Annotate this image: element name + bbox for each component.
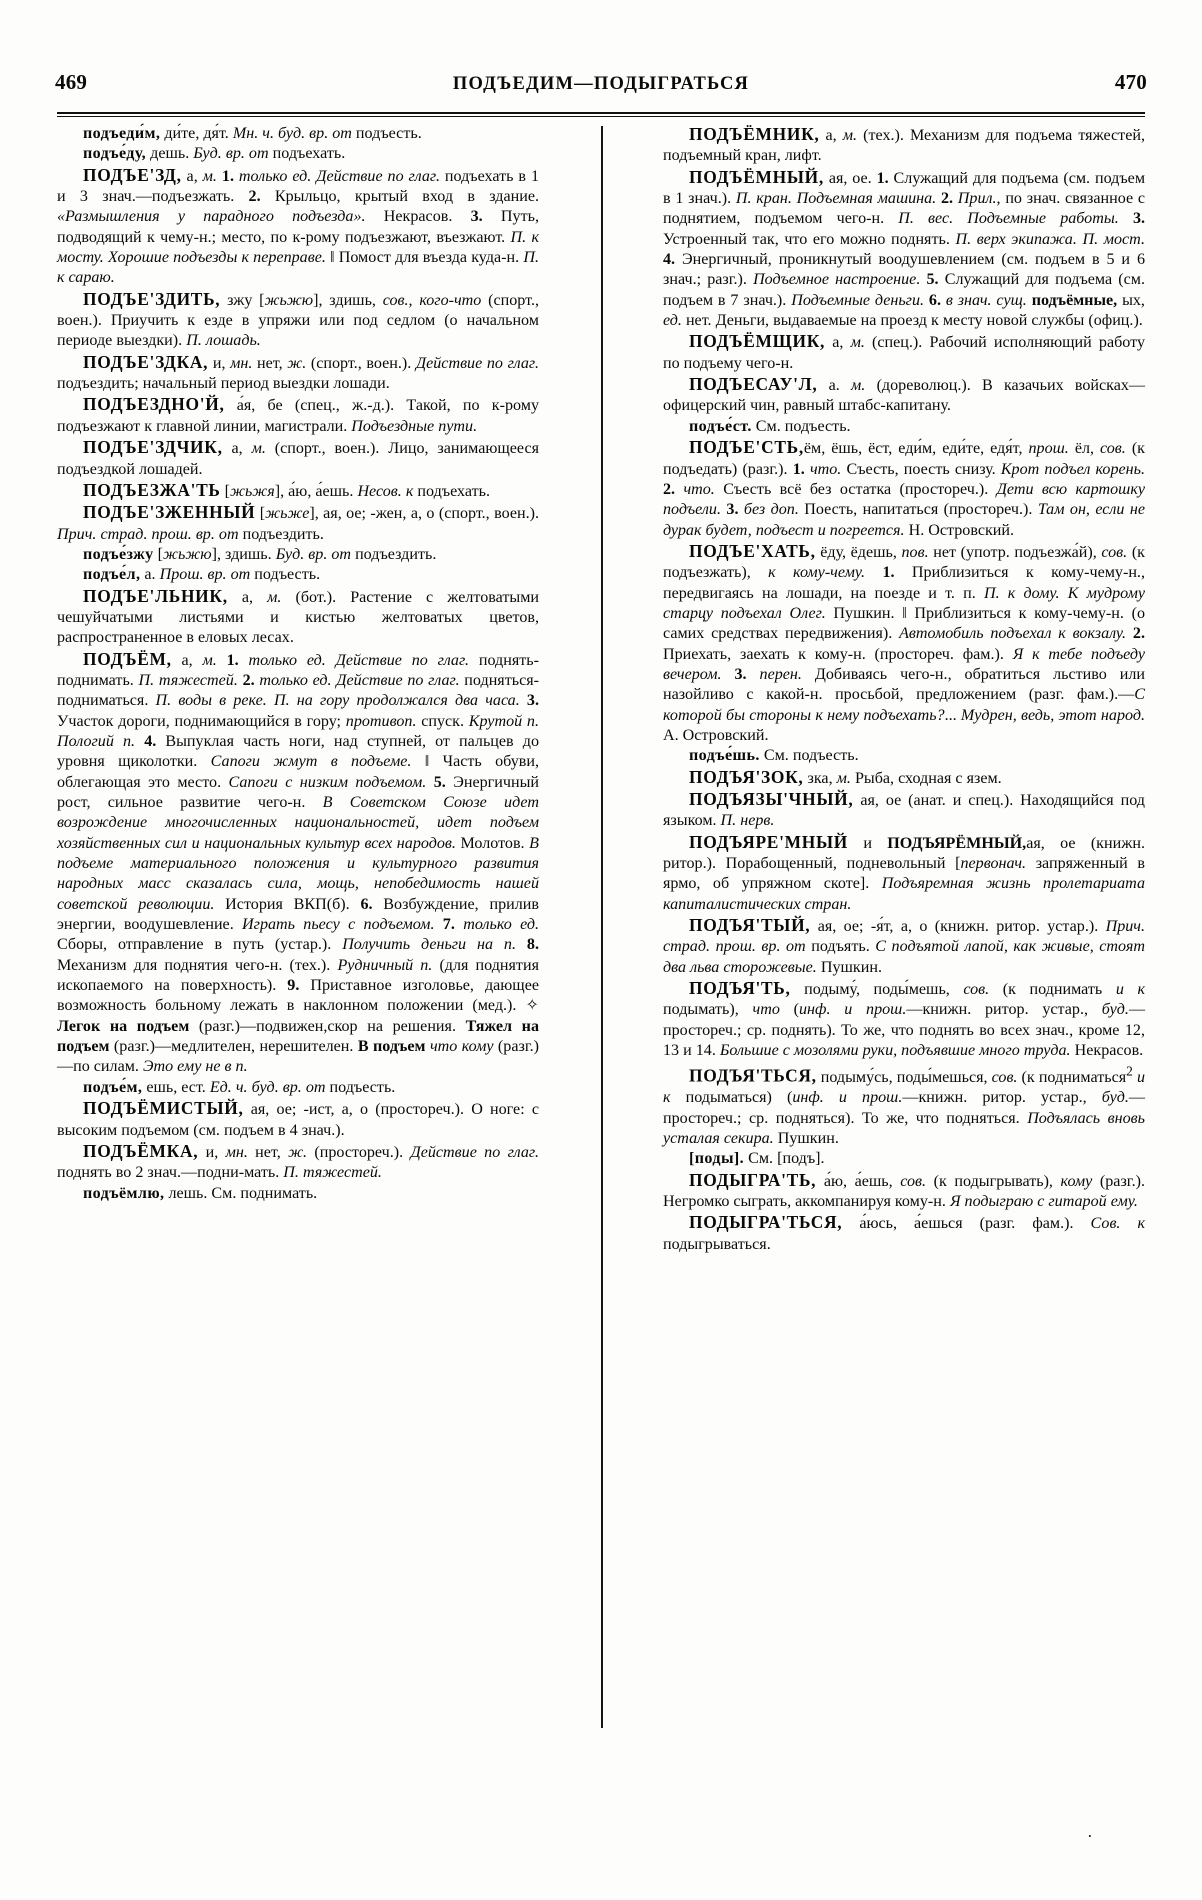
entry-definition: а́юсь, а́ешься (разг. фам.). Сов. к подыгрываться. bbox=[663, 1215, 1145, 1253]
entry-headword: ПОДЪЁМЩИК, bbox=[689, 331, 826, 352]
dictionary-entry bbox=[663, 1149, 1145, 1169]
entry-definition: ая, ое; -я́т, а, о (книжн. ритор. устар.). Прич. страд. прош. вр. от подъять. С подъятой лапой, как живые, стоят два льва сторожевые. Пушкин. bbox=[663, 918, 1145, 976]
dictionary-entry bbox=[57, 437, 539, 480]
column-left bbox=[57, 124, 539, 1824]
entry-definition: а, м. 1. только ед. Действие по глаг. поднять-поднимать. П. тяжестей. 2. только ед. Действие по глаг. подняться-подниматься. П. воды в реке. П. на гору продолжался два часа. 3. Участок дороги, поднимающийся в гору; противоп. спуск. Крутой п. Пологий п. 4. Выпуклая часть ноги, над ступней, от пальцев до уровня щиколотки. Сапоги жмут в подъеме. ‖ Часть обуви, облегающая это место. Сапоги с низким подъемом. 5. Энергичный рост, сильное развитие чего-н. В Советском Союзе идет возрождение многочисленных национальностей, идет подъем хозяйственных сил и национальных культур всех народов. Молотов. В подъеме материального положения и культурного развития народных масс сказалась сила, мощь, непобедимость нашей советской революции. История ВКП(б). 6. Возбуждение, прилив энергии, воодушевление. Играть пьесу с подъемом. 7. только ед. Сборы, отправление в путь (устар.). Получить деньги на п. 8. Механизм для поднятия чего-н. (тех.). Рудничный п. (для поднятия ископаемого на поверхность). 9. Приставное изголовье, дающее возможность больному лежать в наклонном положении (мед.). ✧ Легок на подъем (разг.)—подвижен,скор на решения. Тяжел на подъем (разг.)—медлителен, нерешителен. В подъем что кому (разг.)—по силам. Это ему не в п. bbox=[57, 651, 539, 1076]
entry-headword: подъе́ст. bbox=[689, 417, 752, 435]
entry-headword: ПОДЪЯ'ТЫЙ, bbox=[689, 915, 811, 936]
dictionary-entry bbox=[57, 1078, 539, 1098]
entry-headword: ПОДЫГРА'ТЬСЯ, bbox=[689, 1212, 843, 1233]
dictionary-entry bbox=[57, 649, 539, 1078]
entry-headword: ПОДЪЕ'ЛЬНИК, bbox=[83, 585, 228, 606]
dictionary-entry bbox=[663, 789, 1145, 832]
entry-definition: См. подъесть. bbox=[759, 747, 859, 765]
entry-definition: дешь. Буд. вр. от подъехать. bbox=[146, 145, 346, 163]
entry-definition: а, м. (бот.). Растение с желтоватыми чешуйчатыми листьями и кистью желтоватых цветов, распространенное в еловых лесах. bbox=[57, 588, 539, 647]
entry-definition: подыму́, поды́мешь, сов. (к поднимать и к подымать), что (инф. и прош.—книжн. ритор. устар., буд.—простореч.; ср. поднять). То же, что поднять во всех знач., кроме 12, 13 и 14. Большие с мозолями руки, подъявшие много труда. Некрасов. bbox=[663, 981, 1146, 1060]
dictionary-entry bbox=[663, 541, 1145, 746]
entry-headword: ПОДЪЁМНИК, bbox=[689, 124, 820, 144]
entry-headword: ПОДЪЯРЕ'МНЫЙ bbox=[689, 831, 848, 852]
dictionary-entry bbox=[57, 1098, 539, 1141]
dictionary-entry bbox=[663, 331, 1145, 374]
header-rule-thin bbox=[57, 116, 1145, 117]
entry-definition: ёду, ёдешь, пов. нет (употр. подъезжа́й), сов. (к подъезжать), к кому-чему. 1. Приблизиться к кому-чему-н., передвигаясь на лошади, на поезде и т. п. П. к дому. К мудрому старцу подъехал Олег. Пушкин. ‖ Приблизиться к кому-чему-н. (о самих средствах передвижения). Автомобиль подъехал к вокзалу. 2. Приехать, заехать к кому-н. (простореч. фам.). Я к тебе подъеду вечером. 3. перен. Добиваясь чего-н., обратиться льстиво или назойливо с какой-н. просьбой, предложением (разг. фам.).—С которой бы стороны к нему подъехать?... Мудрен, ведь, этот народ. А. Островский. bbox=[663, 543, 1146, 744]
entry-definition: подыму́сь, поды́мешься, сов. (к подниматься$^2$ и к подыматься) (инф. и прош.—книжн. ритор. устар., буд.—простореч.; ср. подняться). То же, что подняться. Подъялась вновь усталая секира. Пушкин. bbox=[663, 1063, 1146, 1147]
trailing-mark: . bbox=[1087, 1822, 1092, 1841]
entry-headword: подъе́л, bbox=[83, 566, 141, 584]
entry-headword: ПОДЪЕЗДНО'Й, bbox=[83, 394, 225, 415]
entry-definition: ди́те, дя́т. Мн. ч. буд. вр. от подъесть. bbox=[160, 125, 422, 142]
running-head bbox=[55, 70, 1147, 98]
entry-headword: подъе́зжу bbox=[83, 545, 154, 563]
entry-headword: подъёмлю, bbox=[83, 1184, 165, 1202]
entry-headword: ПОДЪЯ'ЗОК, bbox=[689, 766, 804, 787]
header-rule-thick bbox=[57, 112, 1145, 114]
column-divider-rule bbox=[601, 126, 603, 1728]
dictionary-entry bbox=[57, 502, 539, 545]
dictionary-entry bbox=[663, 832, 1145, 915]
dictionary-entry bbox=[57, 480, 539, 502]
columns-container bbox=[57, 124, 1145, 1824]
entry-headword: ПОДЪЁМКА, bbox=[83, 1140, 199, 1161]
dictionary-entry bbox=[663, 437, 1145, 541]
entry-definition: ешь, ест. Ед. ч. буд. вр. от подъесть. bbox=[142, 1078, 396, 1096]
column-right bbox=[663, 124, 1145, 1824]
entry-definition: а, м. (спец.). Рабочий исполняющий работу по подъему чего-н. bbox=[663, 334, 1145, 372]
entry-headword: ПОДЪЁМНЫЙ, bbox=[689, 166, 824, 187]
entry-headword: ПОДЪЯ'ТЬ, bbox=[689, 978, 791, 999]
dictionary-entry bbox=[663, 124, 1145, 167]
entry-definition: ём, ёшь, ёст, еди́м, еди́те, едя́т, прош. ёл, сов. (к подъедать) (разг.). 1. что. Съесть, поесть снизу. Крот подъел корень. 2. что. Съесть всё без остатка (простореч.). Дети всю картошку подъели. 3. без доп. Поесть, напитаться (простореч.). Там он, если не дурак будет, подъест и погреется. Н. Островский. bbox=[663, 440, 1146, 539]
entry-headword: ПОДЪЕ'ЗДКА, bbox=[83, 351, 209, 372]
entry-headword: подъе́ду, bbox=[83, 145, 147, 163]
entry-definition: и, мн. нет, ж. (простореч.). Действие по глаг. поднять во 2 знач.—подни-мать. П. тяжестей. bbox=[57, 1143, 539, 1182]
dictionary-entry bbox=[663, 417, 1145, 437]
dictionary-entry bbox=[57, 352, 539, 395]
dictionary-entry bbox=[663, 1061, 1145, 1149]
entry-headword: ПОДЪЕ'ЗЖЕННЫЙ bbox=[83, 502, 256, 523]
entry-definition: зка, м. Рыба, сходная с язем. bbox=[803, 769, 1002, 787]
entry-headword: ПОДЪЕ'ЗДЧИК, bbox=[83, 437, 223, 458]
entry-headword: ПОДЪЕ'ХАТЬ, bbox=[689, 540, 816, 561]
entry-headword: ПОДЪЁМИСТЫЙ, bbox=[83, 1098, 244, 1119]
entry-headword: ПОДЫГРА'ТЬ, bbox=[689, 1169, 817, 1190]
entry-definition: [жьжю], здишь. Буд. вр. от подъездить. bbox=[153, 545, 437, 563]
entry-definition: лешь. См. поднимать. bbox=[164, 1184, 318, 1202]
dictionary-entry bbox=[663, 1212, 1145, 1255]
entry-definition: и ПОДЪЯРЁМНЫЙ,ая, ое (книжн. ритор.). Порабощенный, подневольный [первонач. запряженный в ярмо, об упряжном скоте]. Подъяремная жизнь пролетариата капиталистических стран. bbox=[663, 834, 1146, 913]
entry-headword: ПОДЪЕ'СТЬ, bbox=[689, 437, 804, 458]
dictionary-entry bbox=[57, 545, 539, 565]
entry-definition: а. Прош. вр. от подъесть. bbox=[140, 566, 321, 584]
entry-definition: См. подъесть. bbox=[751, 417, 851, 435]
entry-definition: См. [подъ]. bbox=[744, 1150, 825, 1168]
dictionary-entry bbox=[663, 915, 1145, 978]
entry-definition: а. м. (дореволюц.). В казачьих войсках—офицерский чин, равный штабс-капитану. bbox=[663, 377, 1145, 415]
dictionary-entry bbox=[57, 1141, 539, 1184]
entry-definition: [жьже], ая, ое; -жен, а, о (спорт., воен.). Прич. страд. прош. вр. от подъездить. bbox=[57, 505, 539, 543]
entry-definition: ая, ое (анат. и спец.). Находящийся под языком. П. нерв. bbox=[663, 792, 1145, 830]
dictionary-entry bbox=[663, 767, 1145, 789]
entry-headword: подъеди́м, bbox=[83, 125, 161, 142]
dictionary-entry bbox=[663, 167, 1145, 332]
dictionary-entry bbox=[663, 1170, 1145, 1213]
running-title: ПОДЪЕДИМ—ПОДЫГРАТЬСЯ bbox=[452, 74, 750, 94]
entry-headword: ПОДЪЯЗЫ'ЧНЫЙ, bbox=[689, 789, 854, 809]
dictionary-entry bbox=[57, 1184, 539, 1204]
entry-headword: подъе́м, bbox=[83, 1078, 143, 1096]
entry-definition: а, м. 1. только ед. Действие по глаг. подъехать в 1 и 3 знач.—подъезжать. 2. Крыльцо, крытый вход в здание. «Размышления у парадного подъезда». Некрасов. 3. Путь, подводящий к чему-н.; место, по к-рому подъезжают, въезжают. П. к мосту. Хорошие подъезды к переправе. ‖ Помост для въезда куда-н. П. к сараю. bbox=[57, 167, 540, 287]
entry-definition: ая, ое. 1. Служащий для подъема (см. подъем в 1 знач.). П. кран. Подъемная машина. 2. Прил., по знач. связанное с поднятием, подъемом чего-н. П. вес. Подъемные работы. 3. Устроенный так, что его можно поднять. П. верх экипажа. П. мост. 4. Энергичный, проникнутый воодушевлением (см. подъем в 5 и 6 знач.; разг.). Подъемное настроение. 5. Служащий для подъема (см. подъем в 7 знач.). Подъемные деньги. 6. в знач. сущ. подъёмные, ых, ед. нет. Деньги, выдаваемые на проезд к месту новой службы (офиц.). bbox=[663, 169, 1146, 330]
folio-right: 470 bbox=[1114, 70, 1147, 94]
dictionary-entry bbox=[663, 978, 1145, 1061]
dictionary-entry bbox=[57, 144, 539, 164]
entry-definition: ая, ое; -ист, а, о (простореч.). О ноге: с высоким подъемом (см. подъем в 4 знач.). bbox=[57, 1101, 539, 1139]
entry-definition: а́ю, а́ешь, сов. (к подыгрывать), кому (разг.). Негромко сыграть, аккомпанируя кому-н. Я подыграю с гитарой ему. bbox=[663, 1172, 1146, 1210]
dictionary-entry bbox=[57, 394, 539, 437]
entry-headword: ПОДЪЕСАУ'Л, bbox=[689, 374, 818, 395]
dictionary-entry bbox=[663, 374, 1145, 417]
entry-headword: [поды]. bbox=[689, 1150, 745, 1168]
folio-left: 469 bbox=[55, 70, 88, 94]
header-rule bbox=[57, 112, 1145, 117]
entry-definition: зжу [жьжю], здишь, сов., кого-что (спорт., воен.). Приучить к езде в упряжи или под седлом (о начальном периоде выездки). П. лошадь. bbox=[57, 291, 539, 350]
dictionary-entry bbox=[57, 586, 539, 649]
entry-headword: ПОДЪЕЗЖА'ТЬ bbox=[83, 479, 221, 500]
entry-definition: а́я, бе (спец., ж.-д.). Такой, по к-рому подъезжают к главной линии, магистрали. Подъездные пути. bbox=[57, 397, 539, 435]
dictionary-entry bbox=[57, 165, 539, 289]
entry-definition: [жьжя], а́ю, а́ешь. Несов. к подъехать. bbox=[220, 482, 490, 500]
entry-headword: подъе́шь. bbox=[689, 747, 760, 765]
entry-headword: ПОДЪЕ'ЗДИТЬ, bbox=[83, 288, 221, 309]
dictionary-entry bbox=[57, 289, 539, 352]
entry-definition: а, м. (спорт., воен.). Лицо, занимающееся подъездкой лошадей. bbox=[57, 440, 539, 478]
entry-headword: ПОДЪЕ'ЗД, bbox=[83, 164, 182, 185]
dictionary-entry bbox=[663, 746, 1145, 766]
dictionary-entry bbox=[57, 124, 539, 144]
entry-headword: ПОДЪЯ'ТЬСЯ, bbox=[689, 1065, 817, 1086]
entry-definition: а, м. (тех.). Механизм для подъема тяжестей, подъемный кран, лифт. bbox=[663, 127, 1145, 165]
entry-definition: и, мн. нет, ж. (спорт., воен.). Действие по глаг. подъездить; начальный период выездки лошади. bbox=[57, 354, 540, 393]
entry-headword: ПОДЪЁМ, bbox=[83, 648, 172, 669]
column-gutter bbox=[539, 124, 663, 1824]
dictionary-entry bbox=[57, 565, 539, 585]
